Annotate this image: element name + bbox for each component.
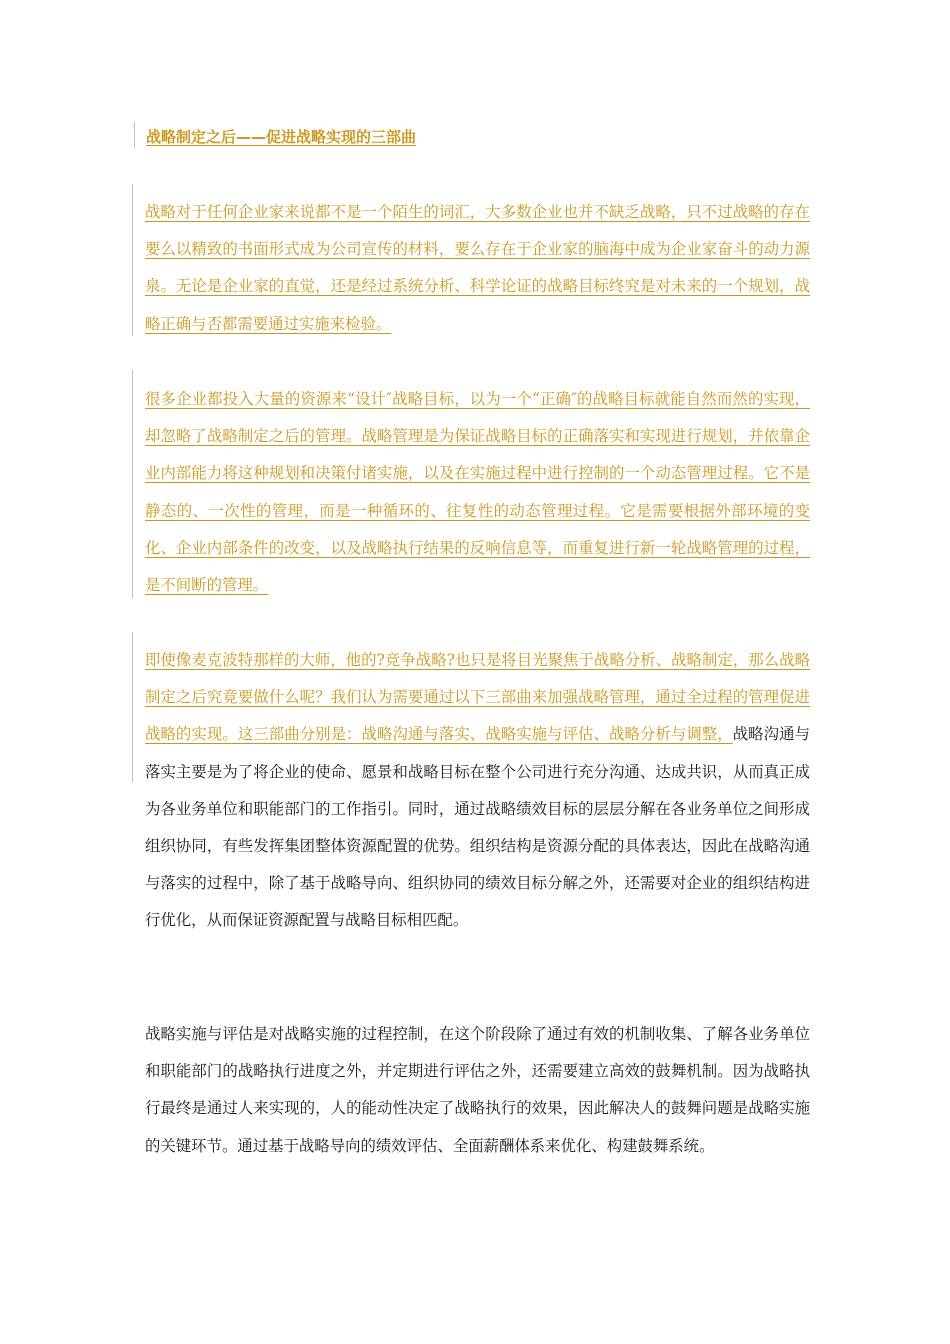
paragraph-4-text: 战略实施与评估是对战略实施的过程控制，在这个阶段除了通过有效的机制收集、了解各业务单位和职能部门的战略执行进度之外，并定期进行评估之外，还需要建立高效的鼓舞机制。因为战略执行最终是通过人来实现的，人的能动性决定了战略执行的效果，因此解决人的鼓舞问题是战略实施的关键环节。通过基于战略导向的绩效评估、全面薪酬体系来优化、构建鼓舞系统。 [145, 1025, 810, 1155]
paragraph-3-link[interactable]: 即使像麦克波特那样的大师，他的?竞争战略?也只是将目光聚焦于战略分析、战略制定，那么战略制定之后究竟要做什么呢？我们认为需要通过以下三部曲来加强战略管理，通过全过程的管理促进战略的实现。这三部曲分别是：战略沟通与落实、战略实施与评估、战略分析与调整， [145, 651, 810, 744]
paragraph-3-text: 战略沟通与落实主要是为了将企业的使命、愿景和战略目标在整个公司进行充分沟通、达成共识，从而真正成为各业务单位和职能部门的工作指引。同时，通过战略绩效目标的层层分解在各业务单位之间形成组织协同，有些发挥集团整体资源配置的优势。组织结构是资源分配的具体表达，因此在战略沟通与落实的过程中，除了基于战略导向、组织协同的绩效目标分解之外，还需要对企业的组织结构进行优化，从而保证资源配置与战略目标相匹配。 [145, 725, 810, 930]
paragraph-2 [145, 381, 810, 604]
title-block [134, 122, 815, 148]
paragraph-4 [145, 1016, 810, 1165]
paragraph-3 [145, 642, 810, 940]
paragraph-1-link[interactable]: 战略对于任何企业家来说都不是一个陌生的词汇，大多数企业也并不缺乏战略，只不过战略的存在要么以精致的书面形式成为公司宣传的材料，要么存在于企业家的脑海中成为企业家奋斗的动力源泉。无论是企业家的直觉，还是经过系统分析、科学论证的战略目标终究是对未来的一个规划，战略正确与否都需要通过实施来检验。 [145, 203, 810, 333]
paragraph-2-link[interactable]: 很多企业都投入大量的资源来“设计″战略目标，以为一个“正确″的战略目标就能自然而然的实现，却忽略了战略制定之后的管理。战略管理是为保证战略目标的正确落实和实现进行规划，并依靠企业内部能力将这种规划和决策付诸实施，以及在实施过程中进行控制的一个动态管理过程。它不是静态的、一次性的管理，而是一种循环的、往复性的动态管理过程。它是需要根据外部环境的变化、企业内部条件的改变，以及战略执行结果的反响信息等，而重复进行新一轮战略管理的过程，是不间断的管理。 [145, 390, 810, 595]
article-title-link[interactable]: 战略制定之后——促进战略实现的三部曲 [146, 128, 417, 146]
paragraph-1 [145, 194, 810, 343]
